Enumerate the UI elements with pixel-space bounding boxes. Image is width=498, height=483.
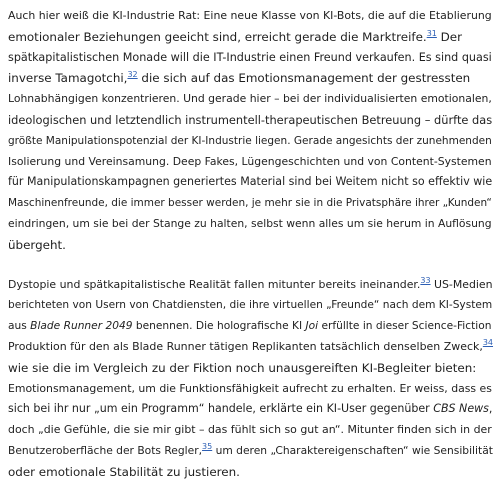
text-line: Auch hier weiß die KI-Industrie Rat: Eine neue Klasse von KI-Bots, die auf die Etablierung [8,9,492,22]
paragraph-1 [8,6,492,256]
footnote-link-34[interactable]: 34 [482,337,494,347]
text-line: oder emotionale Stabilität zu justieren. [8,464,240,479]
footnote-link-35[interactable]: 35 [202,441,213,451]
footnote-link-31[interactable]: 31 [426,28,437,38]
text-line: Isolierung und Vereinsamung. Deep Fakes, Lügengeschichten und von Content-Systemen [8,154,492,168]
paragraph-2 [8,275,492,483]
text-line: aus Blade Runner 2049 benennen. Die holografische KI Joi erfüllte in dieser Science-Fiction [8,319,492,333]
text-line: doch „die Gefühle, die sie mir gibt – das fühlt sich so gut an“. Mitunter finden sich in der [8,423,492,437]
text-line: Lohnabhängigen konzentrieren. Und gerade hier – bei der individualisierten emotionalen, [8,92,492,106]
text-line: sich bei ihr nur „um ein Programm“ handele, erklärte ein KI-User gegenüber CBS News, [8,402,493,416]
title-cbs-news: CBS News [433,402,489,416]
text-line: eindringen, um sie bei der Stange zu halten, selbst wenn alles um sie herum in Auflösung [8,216,492,230]
text-line: Dystopie und spätkapitalistische Realität fallen mitunter bereits ineinander.$^{33}$ US-Medien [8,275,493,291]
text-line: berichteten von Usern von Chatdiensten, die ihre virtuellen „Freunde“ nach dem KI-System [8,299,493,312]
paragraph-spacer [8,256,492,275]
text-line: Emotionsmanagement, um die Funktionsfähigkeit aufrecht zu erhalten. Er weiss, dass es [8,381,492,395]
title-blade-runner-2049: Blade Runner 2049 [30,319,133,333]
text-line: für Manipulationskampagnen generiertes Material sind bei Weitem nicht so effektiv wie [8,175,493,189]
footnote-link-32[interactable]: 32 [127,70,138,80]
text-line: inverse Tamagotchi,$^{32}$ die sich auf das Emotionsmanagement der gestressten [8,70,471,86]
text-line: ideologischen und letztendlich instrumentell-therapeutischen Betreuung – dürfte das [8,112,493,127]
text-line: größte Manipulationspotenzial der KI-Industrie liegen. Gerade angesichts der zunehmenden [8,134,492,147]
text-line: Maschinenfreunde, die immer besser werden, je mehr sie in die Privatsphäre ihrer „Kunden“ [8,197,492,210]
text-line: wie sie die im Vergleich zu der Fiktion noch unausgereiften KI-Begleiter bieten: [8,360,477,375]
text-line: spätkapitalistischen Monade will die IT-Industrie einen Freund verkaufen. Es sind quasi [8,50,492,64]
text-line: Produktion für den als Blade Runner tätigen Replikanten tatsächlich denselben Zweck,$^{34}$ [8,337,494,353]
text-line: übergeht. [8,237,66,252]
footnote-link-33[interactable]: 33 [420,275,431,285]
title-joi: Joi [305,319,319,333]
text-line: emotionaler Beziehungen geeicht sind, erreicht gerade die Marktreife.$^{31}$ Der [8,28,463,44]
text-line: Benutzeroberfläche der Bots Regler,$^{35}$ um deren „Charaktereigenschaften“ wie Sensibilität [8,441,493,457]
